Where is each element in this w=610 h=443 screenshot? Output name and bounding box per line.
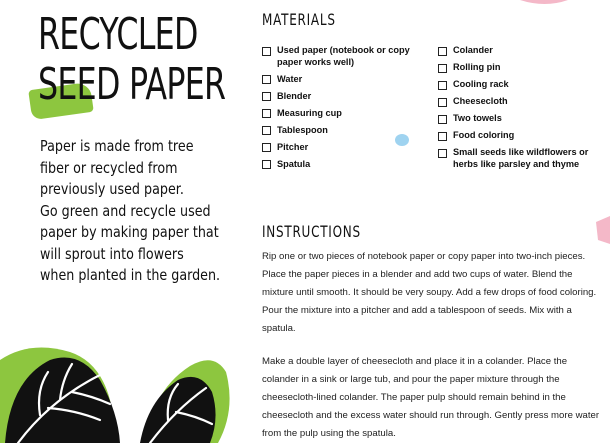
checkbox[interactable] xyxy=(262,75,271,84)
material-item xyxy=(262,91,432,103)
intro-line: Paper is made from tree xyxy=(40,137,194,155)
material-item xyxy=(262,142,432,154)
material-label: Spatula xyxy=(277,158,311,169)
material-label: Rolling pin xyxy=(453,62,501,72)
pink-accent-top xyxy=(520,0,568,4)
intro-line: when planted in the garden. xyxy=(40,266,221,284)
materials-heading: MATERIALS xyxy=(262,10,336,29)
material-label: Tablespoon xyxy=(277,124,328,135)
material-item xyxy=(438,113,608,125)
material-label: Used paper (notebook or copy paper works well) xyxy=(277,45,410,67)
checkbox[interactable] xyxy=(438,81,447,90)
black-leaf-right xyxy=(140,377,216,443)
material-label: Water xyxy=(277,73,303,84)
instruction-paragraph-1: Rip one or two pieces of notebook paper or copy paper into two-inch pieces. Place the paper pieces in a blender and add two cups of water. Blend the mixture until smooth. It should be very soupy. Add a few drops of food coloring. Pour the mixture into a pitcher and add a tablespoon of seeds. Mix with a spatula. xyxy=(262,251,597,335)
material-label: Cheesecloth xyxy=(453,96,508,106)
material-item xyxy=(262,45,432,68)
checkbox[interactable] xyxy=(262,47,271,56)
page-title xyxy=(38,10,225,110)
checkbox[interactable] xyxy=(262,92,271,101)
material-item xyxy=(438,130,608,142)
checkbox[interactable] xyxy=(262,109,271,118)
checkbox[interactable] xyxy=(438,64,447,73)
material-label: Pitcher xyxy=(277,141,309,152)
intro-line: previously used paper. xyxy=(40,180,184,198)
leaves-illustration xyxy=(0,348,230,443)
checkbox[interactable] xyxy=(262,143,271,152)
material-item xyxy=(438,45,608,57)
intro-text xyxy=(40,136,221,287)
pink-accent-right xyxy=(596,216,610,244)
title-line-2: SEED PAPER xyxy=(38,59,226,110)
intro-line: paper by making paper that xyxy=(40,223,219,241)
material-label: Blender xyxy=(277,90,312,101)
title-line-1: RECYCLED xyxy=(38,9,198,60)
intro-line: Go green and recycle used xyxy=(40,201,211,220)
material-item xyxy=(438,96,608,108)
instruction-paragraph-2: Make a double layer of cheesecloth and place it in a colander. Place the colander in a sink or large tub, and pour the paper mixture through the cheesecloth-lined colander. The paper pulp should remain behind in the cheesecloth and the excess water should run through. Gently press more water from the pulp using the spatula. xyxy=(262,356,600,440)
checkbox[interactable] xyxy=(438,132,447,141)
material-item xyxy=(262,74,432,86)
material-item xyxy=(438,79,608,91)
material-label: Two towels xyxy=(453,113,502,123)
material-item xyxy=(262,125,432,137)
material-label: Food coloring xyxy=(453,130,515,140)
material-item xyxy=(262,108,432,120)
material-item xyxy=(262,159,432,171)
material-item xyxy=(438,147,608,170)
checkbox[interactable] xyxy=(262,160,271,169)
material-label: Measuring cup xyxy=(277,107,342,118)
checkbox[interactable] xyxy=(438,149,447,158)
checkbox[interactable] xyxy=(262,126,271,135)
instructions-heading: INSTRUCTIONS xyxy=(262,222,361,241)
materials-list-column-2 xyxy=(438,45,608,176)
material-item xyxy=(438,62,608,74)
material-label: Cooling rack xyxy=(453,79,509,89)
intro-line: fiber or recycled from xyxy=(40,158,178,177)
checkbox[interactable] xyxy=(438,115,447,124)
materials-list-column-1 xyxy=(262,45,432,176)
material-label: Small seeds like wildflowers or herbs like parsley and thyme xyxy=(453,147,589,169)
checkbox[interactable] xyxy=(438,47,447,56)
intro-line: will sprout into flowers xyxy=(40,244,184,263)
material-label: Colander xyxy=(453,45,493,55)
checkbox[interactable] xyxy=(438,98,447,107)
